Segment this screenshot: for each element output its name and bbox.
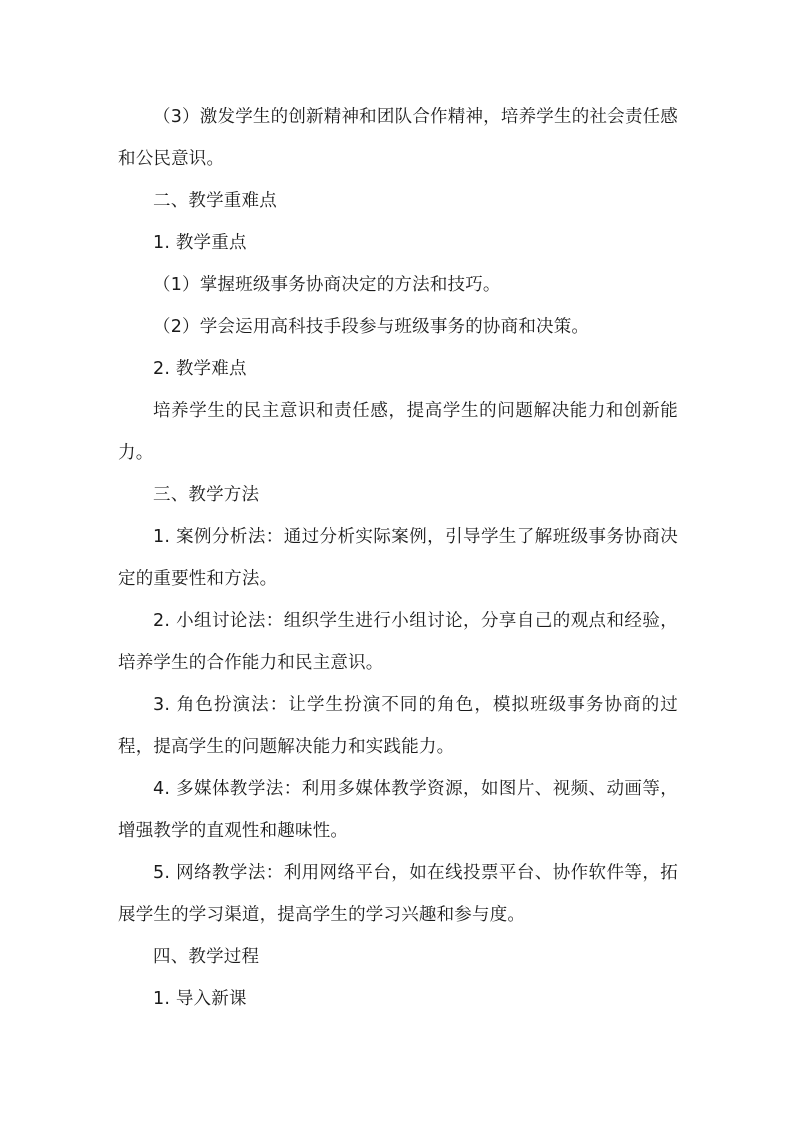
subheading-introduction: 1. 导入新课 [153,989,247,1009]
method-item-3: 3. 角色扮演法：让学生扮演不同的角色，模拟班级事务协商的过程，提高学生的问题解决能力和实践能力。 [118,695,678,757]
method-item-1: 1. 案例分析法：通过分析实际案例，引导学生了解班级事务协商决定的重要性和方法。 [118,527,678,589]
method-item-2: 2. 小组讨论法：组织学生进行小组讨论，分享自己的观点和经验，培养学生的合作能力和民主意识。 [118,611,678,673]
key-point-item-1: （1）掌握班级事务协商决定的方法和技巧。 [153,275,501,295]
section-heading-process: 四、教学过程 [153,947,260,967]
key-point-item-2: （2）学会运用高科技手段参与班级事务的协商和决策。 [153,317,590,337]
objective-paragraph: （3）激发学生的创新精神和团队合作精神，培养学生的社会责任感和公民意识。 [118,107,678,169]
section-heading-methods: 三、教学方法 [153,485,260,505]
method-item-4: 4. 多媒体教学法：利用多媒体教学资源，如图片、视频、动画等，增强教学的直观性和趣味性。 [118,779,678,841]
difficult-point-paragraph: 培养学生的民主意识和责任感，提高学生的问题解决能力和创新能力。 [118,401,678,463]
subheading-difficult-points: 2. 教学难点 [153,359,247,379]
method-item-5: 5. 网络教学法：利用网络平台，如在线投票平台、协作软件等，拓展学生的学习渠道，提高学生的学习兴趣和参与度。 [118,863,678,925]
document-body [118,96,678,1020]
section-heading-difficulties: 二、教学重难点 [153,191,277,211]
subheading-key-points: 1. 教学重点 [153,233,247,253]
